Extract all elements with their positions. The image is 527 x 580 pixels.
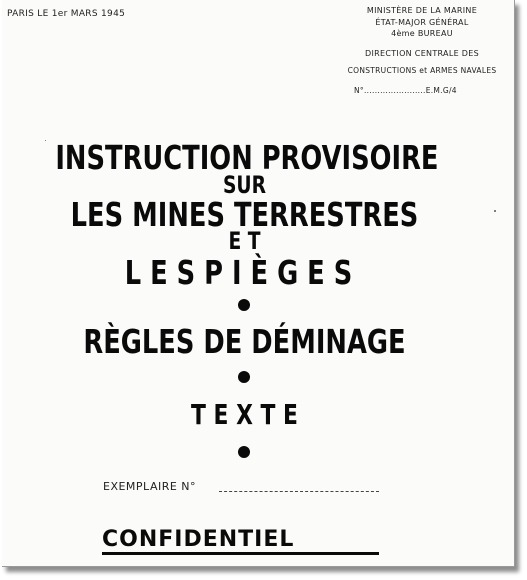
- title-line-1: INSTRUCTION PROVISOIRE: [55, 138, 439, 177]
- header-bureau: 4ème BUREAU: [391, 29, 453, 38]
- header-reference-number: N°.......................E.M.G/4: [354, 86, 457, 95]
- separator-dot-3: [238, 446, 250, 458]
- header-direction: DIRECTION CENTRALE DES: [365, 49, 479, 58]
- section-heading: T E X T E: [191, 398, 298, 431]
- paper-speck: [494, 210, 496, 212]
- title-line-3: LES MINES TERRESTRES: [70, 195, 419, 234]
- header-ministry: MINISTÈRE DE LA MARINE: [366, 6, 478, 15]
- classification-underline: [102, 552, 379, 555]
- header-constructions: CONSTRUCTIONS et ARMES NAVALES: [347, 66, 497, 75]
- exemplaire-dotted-line: [219, 491, 379, 492]
- paper-speck: [45, 140, 46, 141]
- title-line-5: L E S P I È G E S: [124, 253, 353, 292]
- document-page: [2, 0, 515, 567]
- header-staff: ÉTAT-MAJOR GÉNÉRAL: [375, 18, 469, 27]
- separator-dot-2: [238, 371, 250, 383]
- title-line-4: E T: [228, 227, 261, 255]
- exemplaire-label: EXEMPLAIRE N°: [103, 480, 197, 493]
- title-line-2: SUR: [222, 171, 267, 199]
- subtitle: RÈGLES DE DÉMINAGE: [83, 322, 406, 361]
- classification-stamp: CONFIDENTIEL: [102, 527, 295, 552]
- separator-dot-1: [238, 299, 250, 311]
- header-date: PARIS LE 1er MARS 1945: [7, 9, 126, 19]
